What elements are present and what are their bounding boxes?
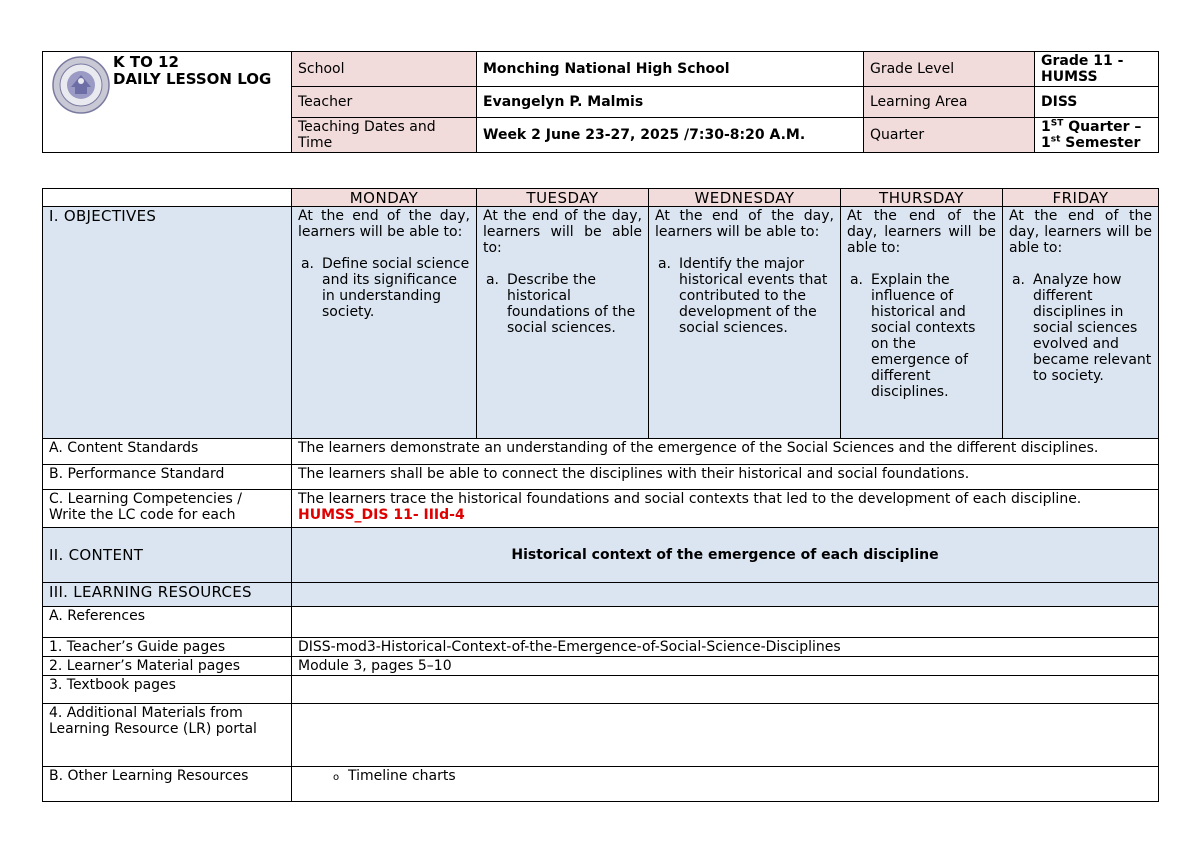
dates-label: Teaching Dates and Time [292,118,477,153]
performance-standard-row [43,465,1159,490]
objective-tuesday: At the end of the day, learners will be able to: a. Describe the historical foundations of the social sciences. [477,207,649,439]
document-title [113,54,271,88]
additional-materials-label: 4. Additional Materials from Learning Resource (LR) portal [43,704,292,767]
textbook-value [292,676,1159,704]
references-row [43,607,1159,638]
learners-material-label: 2. Learner’s Material pages [43,657,292,676]
resources-row [43,583,1159,607]
day-monday: MONDAY [292,189,477,207]
lc-code: HUMSS_DIS 11- IIId-4 [298,507,465,523]
objective-friday: At the end of the day, learners will be able to: a. Analyze how different disciplines in social sciences evolved and became relevant to society. [1003,207,1159,439]
title-line-1: K TO 12 [113,53,179,71]
objective-wednesday: At the end of the day, learners will be able to: a. Identify the major historical events that contributed to the development of the social sciences. [649,207,841,439]
additional-materials-row [43,704,1159,767]
objectives-label: I. OBJECTIVES [43,207,292,439]
deped-seal-icon [51,55,111,115]
day-thursday: THURSDAY [841,189,1003,207]
resources-value [292,583,1159,607]
other-resources-item: Timeline charts [348,768,456,784]
teachers-guide-value: DISS-mod3-Historical-Context-of-the-Emergence-of-Social-Science-Disciplines [292,638,1159,657]
content-row [43,528,1159,583]
competencies-value: The learners trace the historical foundations and social contexts that led to the development of each discipline. HUMSS_DIS 11- IIId-4 [292,490,1159,528]
teacher-value: Evangelyn P. Malmis [477,87,864,118]
lesson-log-table [42,188,1159,802]
day-wednesday: WEDNESDAY [649,189,841,207]
area-label: Learning Area [864,87,1035,118]
content-value: Historical context of the emergence of each discipline [292,528,1159,583]
dates-value: Week 2 June 23-27, 2025 /7:30-8:20 A.M. [477,118,864,153]
competencies-label: C. Learning Competencies / Write the LC code for each [43,490,292,528]
bullet-icon: o [332,772,340,783]
textbook-row [43,676,1159,704]
objectives-row [43,207,1159,439]
content-standards-value: The learners demonstrate an understanding of the emergence of the Social Sciences and the different disciplines. [292,439,1159,465]
grade-value: Grade 11 - HUMSS [1035,52,1159,87]
teachers-guide-label: 1. Teacher’s Guide pages [43,638,292,657]
objective-monday: At the end of the day, learners will be able to: a. Define social science and its significance in understanding society. [292,207,477,439]
header-table [42,51,1159,153]
school-label: School [292,52,477,87]
quarter-label: Quarter [864,118,1035,153]
teachers-guide-row [43,638,1159,657]
references-label: A. References [43,607,292,638]
textbook-label: 3. Textbook pages [43,676,292,704]
logo-cell [43,52,292,153]
day-header-row [43,189,1159,207]
corner-cell [43,189,292,207]
competencies-row [43,490,1159,528]
performance-standard-label: B. Performance Standard [43,465,292,490]
teacher-label: Teacher [292,87,477,118]
learners-material-value: Module 3, pages 5–10 [292,657,1159,676]
performance-standard-value: The learners shall be able to connect the disciplines with their historical and social foundations. [292,465,1159,490]
content-standards-label: A. Content Standards [43,439,292,465]
school-value: Monching National High School [477,52,864,87]
additional-materials-value [292,704,1159,767]
resources-label: III. LEARNING RESOURCES [43,583,292,607]
references-value [292,607,1159,638]
other-resources-label: B. Other Learning Resources [43,767,292,802]
day-friday: FRIDAY [1003,189,1159,207]
grade-label: Grade Level [864,52,1035,87]
learners-material-row [43,657,1159,676]
quarter-value: 1ST Quarter – 1st Semester [1035,118,1159,153]
other-resources-row [43,767,1159,802]
title-line-2: DAILY LESSON LOG [113,70,272,88]
area-value: DISS [1035,87,1159,118]
content-standards-row [43,439,1159,465]
objective-thursday: At the end of the day, learners will be able to: a. Explain the influence of historical and social contexts on the emergence of different disciplines. [841,207,1003,439]
content-label: II. CONTENT [43,528,292,583]
day-tuesday: TUESDAY [477,189,649,207]
other-resources-value [292,767,1159,802]
